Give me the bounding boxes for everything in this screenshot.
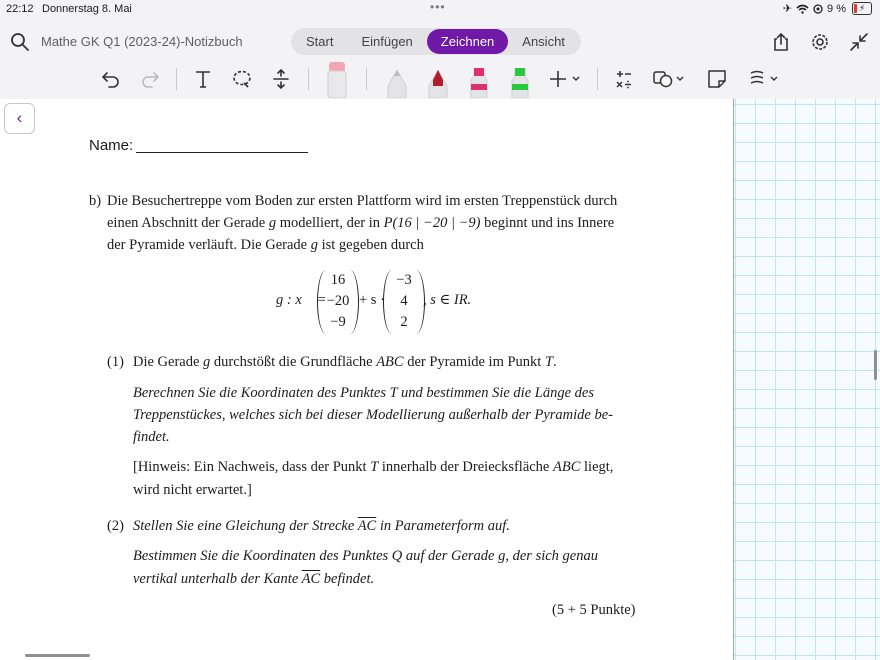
tab-ansicht[interactable]: Ansicht: [522, 34, 565, 49]
ink-options-icon[interactable]: [748, 68, 782, 90]
name-label: Name:: [89, 137, 134, 154]
status-indicators: [783, 2, 872, 15]
q2-label: (2): [107, 518, 124, 534]
battery-percent: 9 %: [827, 2, 846, 15]
status-bar: [0, 0, 880, 18]
q1-task-line3: findet.: [133, 429, 170, 445]
tab-einfuegen[interactable]: Einfügen: [361, 34, 413, 49]
redo-icon[interactable]: [139, 68, 161, 90]
q1-task-line1: Berechnen Sie die Koordinaten des Punktes T und bestimmen Sie die Länge des: [133, 385, 594, 401]
q1-hint-line1: [Hinweis: Ein Nachweis, dass der Punkt T innerhalb der Dreiecksfläche ABC liegt,: [133, 459, 614, 475]
part-b-line1: Die Besuchertreppe vom Boden zur ersten Plattform wird im ersten Treppenstück durch: [107, 193, 618, 209]
battery-icon: ⚡: [852, 2, 872, 15]
q2-line2: Bestimmen Sie die Koordinaten des Punktes Q auf der Gerade g, der sich genau: [133, 548, 598, 564]
position-vector: 16 −20 −9: [317, 270, 359, 334]
q1-hint-line2: wird nicht erwartet.]: [133, 482, 252, 498]
q2-line1: Stellen Sie eine Gleichung der Strecke $\overline{AC}$ in Parameterform auf.: [133, 518, 510, 534]
collapse-icon[interactable]: [848, 31, 870, 53]
formula-operator: + s ·: [359, 292, 385, 308]
location-icon: [813, 4, 823, 14]
highlighter-pink-icon[interactable]: [465, 68, 493, 98]
add-pen-icon[interactable]: [548, 68, 584, 90]
tab-start[interactable]: Start: [306, 34, 334, 49]
ribbon-tabs: [291, 28, 581, 55]
add-space-icon[interactable]: [270, 68, 292, 90]
direction-vector: −3 4 2: [383, 270, 425, 334]
pen-tool-icon[interactable]: [425, 70, 451, 98]
formula-tail: , s ∈ IR.: [423, 292, 472, 308]
pencil-tool-icon[interactable]: [384, 70, 410, 98]
q2-line3: vertikal unterhalb der Kante $\overline{AC}$ befindet.: [133, 571, 375, 587]
home-indicator[interactable]: [25, 654, 90, 657]
undo-icon[interactable]: [100, 68, 122, 90]
q1-task-line2: Treppenstückes, welches sich bei dieser Modellierung außerhalb der Pyramide be-: [133, 407, 614, 423]
airplane-icon: ✈: [782, 3, 793, 15]
highlighter-green-icon[interactable]: [506, 68, 534, 98]
shapes-icon[interactable]: [652, 68, 688, 90]
tab-zeichnen[interactable]: Zeichnen: [427, 29, 508, 54]
sticky-note-icon[interactable]: [706, 68, 728, 90]
status-date: Donnerstag 8. Mai: [42, 3, 132, 15]
notebook-title[interactable]: Mathe GK Q1 (2023-24)-Notizbuch: [41, 34, 243, 49]
search-icon[interactable]: [10, 32, 30, 52]
part-b-label: b): [89, 193, 102, 209]
q1-line1: Die Gerade g durchstößt die Grundfläche ABC der Pyramide im Punkt T.: [133, 354, 557, 370]
points-label: (5 + 5 Punkte): [552, 602, 636, 618]
multitasking-dots[interactable]: •••: [430, 0, 446, 14]
gear-icon[interactable]: [809, 31, 831, 53]
back-button[interactable]: [4, 103, 35, 134]
status-time: 22:12: [6, 3, 34, 15]
part-b-line2: einen Abschnitt der Gerade g modelliert, der in P(16 | −20 | −9) beginnt und ins Innere: [107, 215, 615, 231]
share-icon[interactable]: [770, 31, 792, 53]
scrollbar[interactable]: [874, 350, 877, 380]
eraser-icon[interactable]: [324, 62, 350, 98]
chevron-left-icon: ‹: [16, 108, 23, 127]
text-tool-icon[interactable]: [192, 68, 214, 90]
q1-label: (1): [107, 354, 124, 370]
part-b-line3: der Pyramide verläuft. Die Gerade g ist gegeben durch: [107, 237, 424, 253]
wifi-icon: [796, 4, 809, 14]
lasso-icon[interactable]: [231, 68, 253, 90]
grid-canvas[interactable]: [734, 99, 880, 660]
math-icon[interactable]: [613, 68, 635, 90]
formula-lhs: g : x⃗ =: [276, 292, 327, 308]
name-underline: [136, 152, 308, 153]
